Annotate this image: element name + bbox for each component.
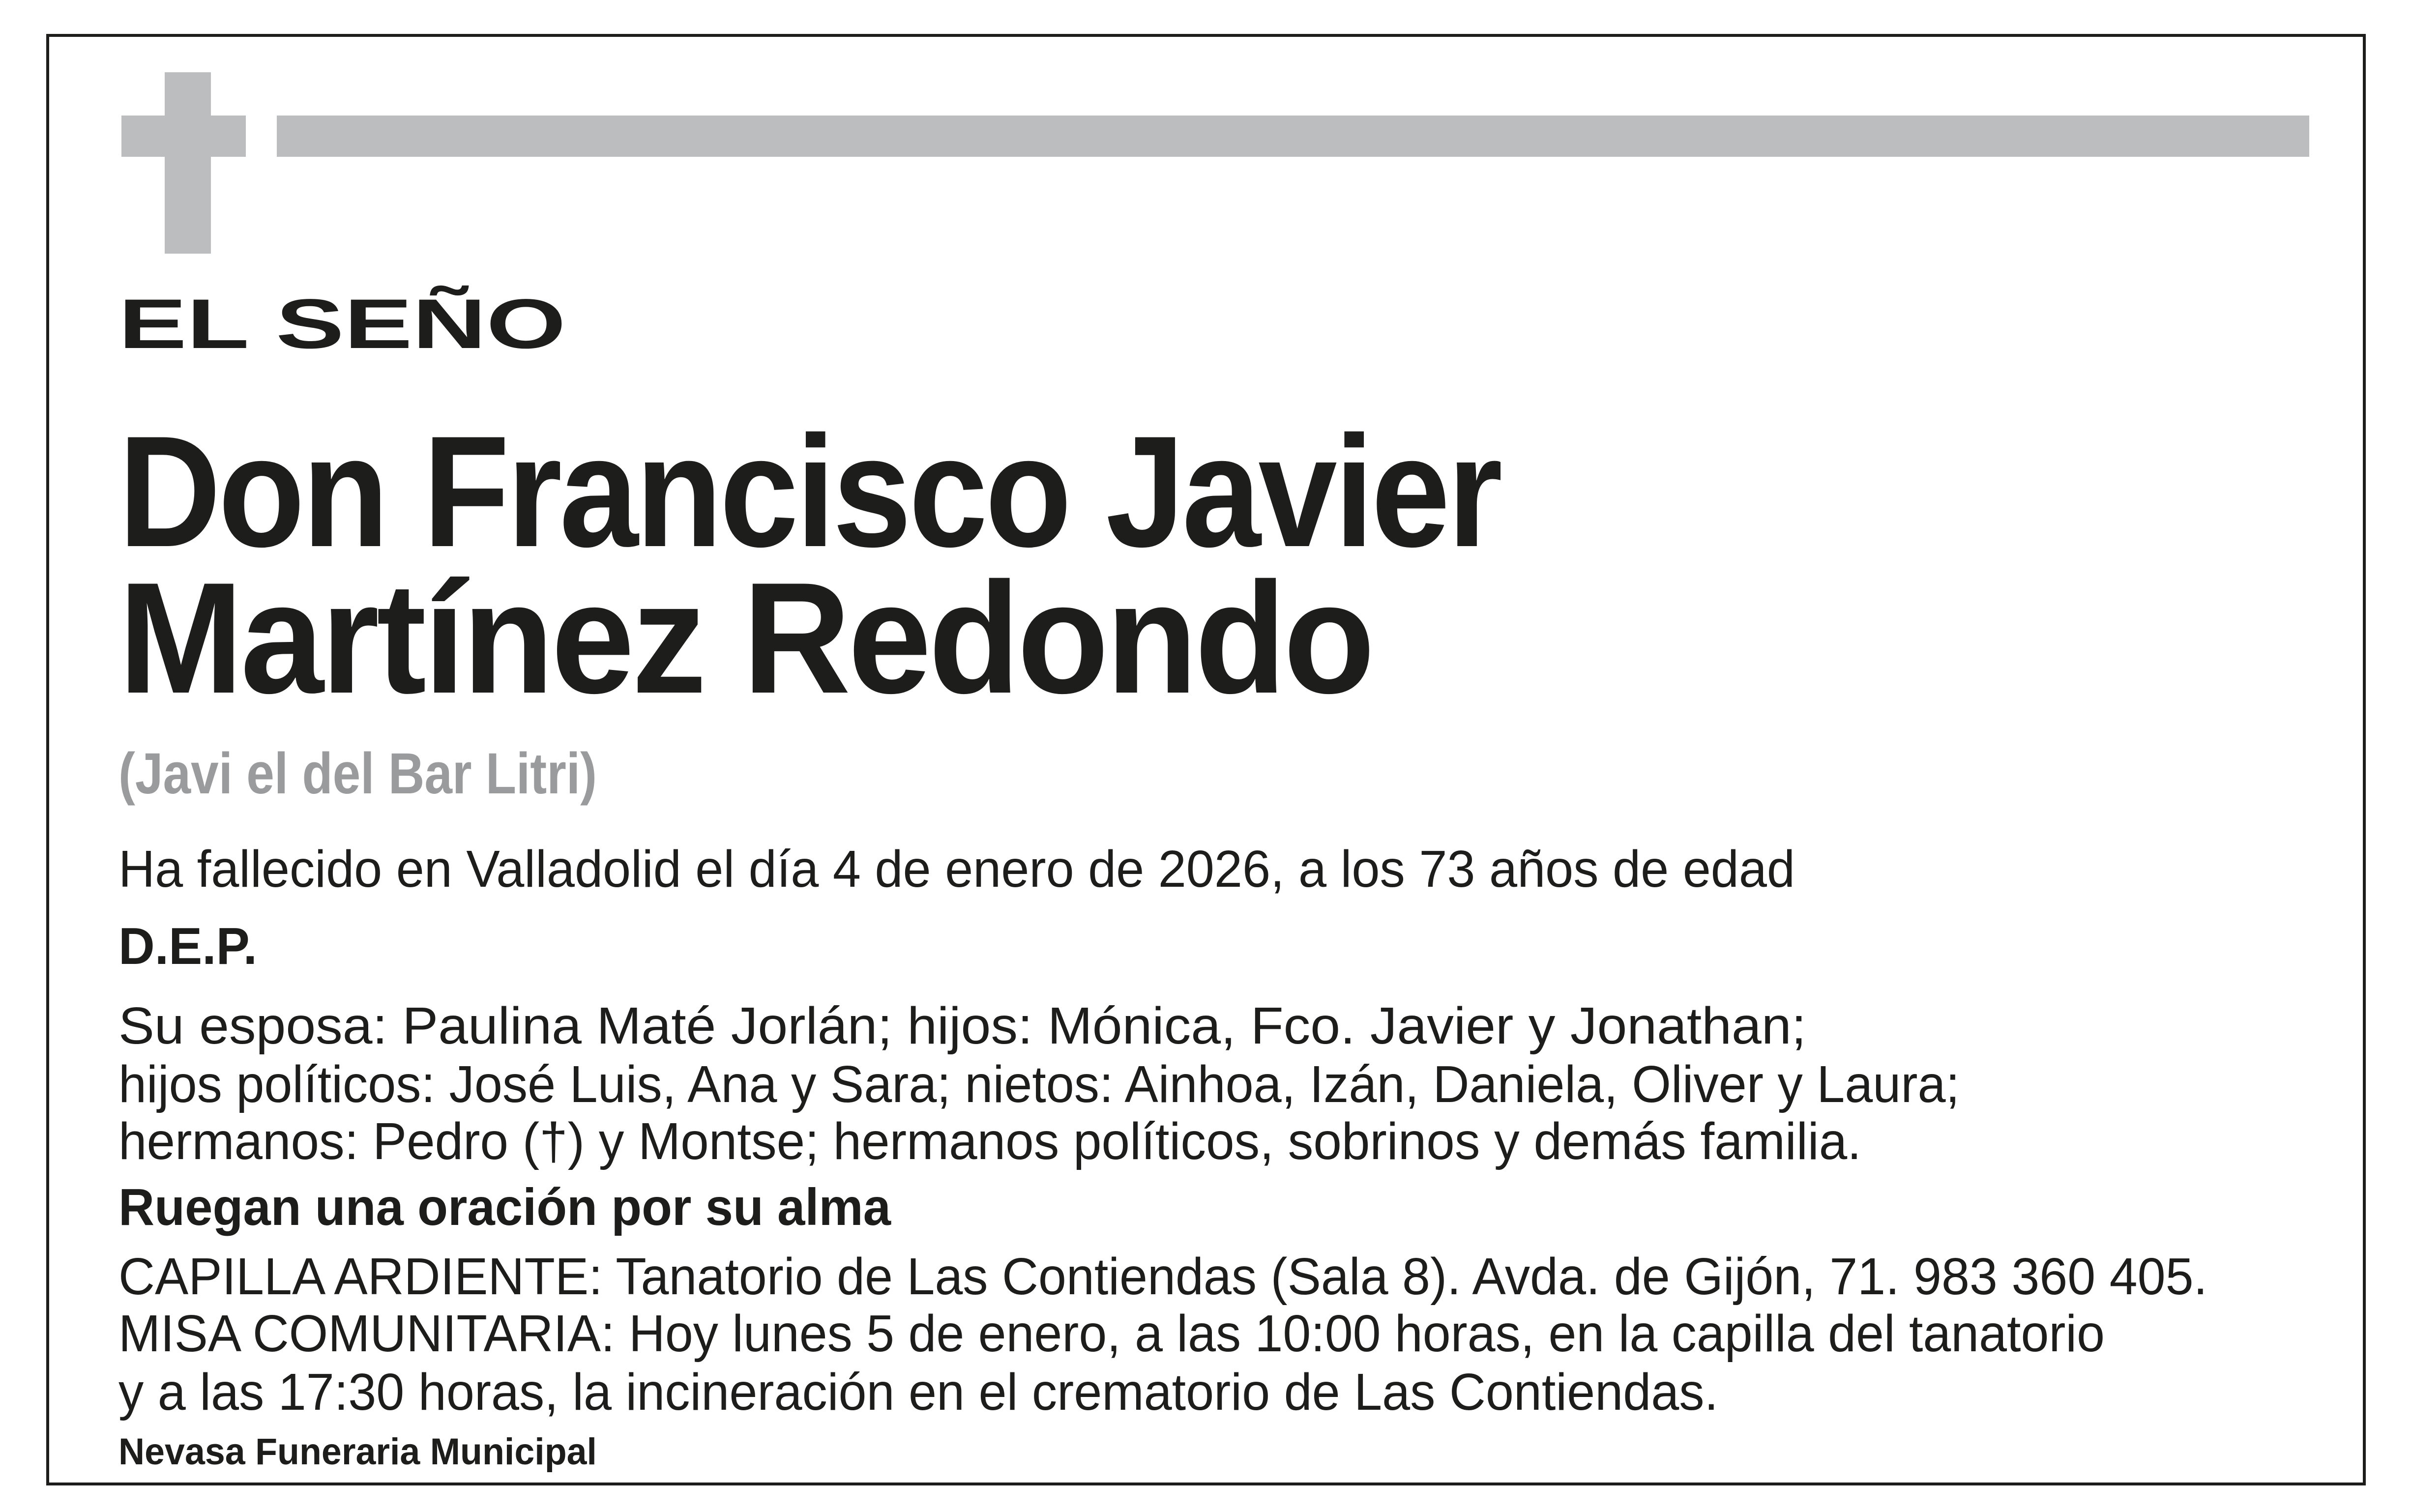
service-line: y a las 17:30 horas, la incineración en el crematorio de Las Contiendas.: [118, 1363, 1718, 1421]
death-info: Ha fallecido en Valladolid el día 4 de enero de 2026, a los 73 años de edad: [118, 840, 1795, 898]
nickname: (Javi el del Bar Litri): [118, 741, 597, 806]
family-line: Su esposa: Paulina Maté Jorlán; hijos: Mónica, Fco. Javier y Jonathan;: [118, 997, 1806, 1055]
rip-label: D.E.P.: [118, 917, 257, 975]
funeral-home: Nevasa Funeraria Municipal: [118, 1431, 597, 1473]
family-line: hijos políticos: José Luis, Ana y Sara; nietos: Ainhoa, Izán, Daniela, Oliver y Laura;: [118, 1055, 1960, 1113]
service-line: CAPILLA ARDIENTE: Tanatorio de Las Contiendas (Sala 8). Avda. de Gijón, 71. 983 360 405.: [118, 1248, 2207, 1306]
service-line: MISA COMUNITARIA: Hoy lunes 5 de enero, a las 10:00 horas, en la capilla del tanatorio: [118, 1305, 2105, 1363]
header-rule: [277, 116, 2309, 157]
prayer-request: Ruegan una oración por su alma: [118, 1178, 891, 1236]
cross-icon-arm: [121, 116, 246, 157]
deceased-name-line1: Don Francisco Javier: [118, 404, 1500, 580]
notice-title: EL SEÑO: [118, 285, 566, 363]
family-line: hermanos: Pedro (†) y Montse; hermanos políticos, sobrinos y demás familia.: [118, 1112, 1861, 1170]
deceased-name-line2: Martínez Redondo: [118, 550, 1372, 727]
cross-icon: [165, 72, 211, 254]
